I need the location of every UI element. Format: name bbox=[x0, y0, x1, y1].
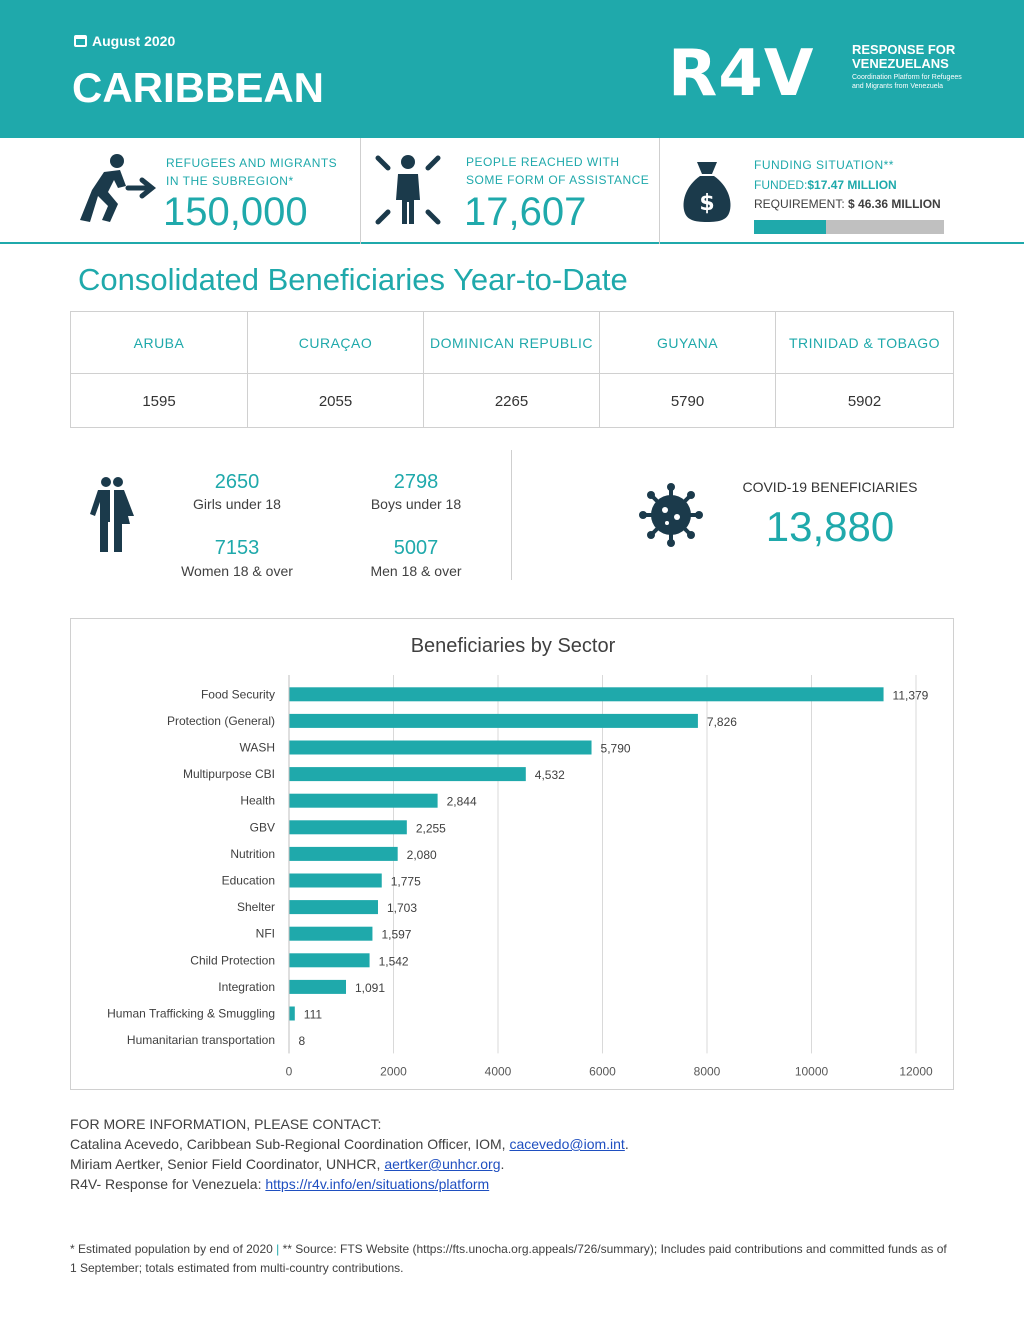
bar bbox=[289, 874, 382, 888]
requirement-label: REQUIREMENT: bbox=[754, 197, 845, 211]
category-label: GBV bbox=[249, 820, 275, 835]
requirement-value: $ 46.36 MILLION bbox=[848, 197, 941, 211]
data-label: 1,703 bbox=[386, 901, 418, 916]
email-link[interactable]: aertker@unhcr.org bbox=[384, 1156, 501, 1172]
x-tick-label: 6000 bbox=[589, 1064, 616, 1079]
category-label: Integration bbox=[218, 979, 275, 994]
footnote-separator: | bbox=[276, 1242, 280, 1256]
category-label: Shelter bbox=[236, 900, 275, 915]
money-bag-icon bbox=[682, 160, 732, 224]
category-label: Education bbox=[221, 873, 275, 888]
country-header: GUYANA bbox=[600, 312, 776, 374]
email-link[interactable]: cacevedo@iom.int bbox=[509, 1136, 625, 1152]
country-value: 2055 bbox=[248, 374, 424, 428]
country-header: TRINIDAD & TOBAGO bbox=[776, 312, 953, 374]
contact-text: R4V- Response for Venezuela: bbox=[70, 1176, 266, 1192]
category-label: Health bbox=[240, 793, 275, 808]
header-banner bbox=[0, 0, 1024, 138]
data-label: 11,379 bbox=[892, 688, 929, 703]
report-date-text: August 2020 bbox=[92, 33, 176, 49]
country-header: DOMINICAN REPUBLIC bbox=[424, 312, 600, 374]
requirement-line bbox=[754, 195, 941, 213]
category-label: Food Security bbox=[200, 687, 275, 702]
sector-chart-plot bbox=[71, 619, 955, 1091]
sector-chart bbox=[70, 618, 954, 1090]
bar bbox=[289, 794, 438, 808]
country-header: ARUBA bbox=[71, 312, 248, 374]
contact-end: . bbox=[500, 1156, 505, 1172]
bar bbox=[289, 980, 346, 994]
data-label: 5,790 bbox=[600, 741, 631, 756]
bar bbox=[289, 927, 372, 941]
boys-label: Boys under 18 bbox=[370, 496, 462, 512]
category-label: NFI bbox=[255, 926, 275, 941]
data-label: 2,255 bbox=[415, 821, 446, 836]
bar bbox=[289, 687, 884, 701]
bar bbox=[289, 1007, 295, 1021]
footnote-part2: ** Source: FTS Website (https://fts.unocha.org.appeals/726/summary); Includes paid contributions and committed funds as of 1 September; totals estimated from multi-country contributions. bbox=[70, 1242, 947, 1275]
stat-divider bbox=[659, 138, 660, 244]
calendar-icon bbox=[74, 35, 87, 47]
category-label: Humanitarian transportation bbox=[126, 1033, 275, 1048]
x-tick-label: 0 bbox=[285, 1064, 293, 1079]
logo-subtitle: Coordination Platform for Refugees and Migrants from Venezuela bbox=[852, 74, 962, 90]
logo-text bbox=[852, 43, 962, 91]
contact-end: . bbox=[624, 1136, 629, 1152]
reached-label: PEOPLE REACHED WITH SOME FORM OF ASSISTANCE bbox=[466, 155, 650, 187]
bar bbox=[289, 767, 526, 781]
data-label: 2,080 bbox=[406, 847, 437, 862]
category-label: WASH bbox=[239, 740, 275, 755]
svg-text:$: $ bbox=[699, 191, 715, 216]
stat-divider bbox=[360, 138, 361, 244]
contact-block bbox=[70, 1114, 970, 1194]
country-value: 1595 bbox=[71, 374, 248, 428]
girls-label: Girls under 18 bbox=[193, 496, 281, 512]
category-label: Protection (General) bbox=[166, 713, 275, 728]
x-tick-label: 4000 bbox=[484, 1064, 512, 1079]
country-value: 5790 bbox=[600, 374, 776, 428]
refugees-value: 150,000 bbox=[163, 190, 308, 234]
category-label: Child Protection bbox=[190, 953, 275, 968]
report-date bbox=[74, 33, 175, 49]
contact-line bbox=[70, 1174, 970, 1194]
data-label: 8 bbox=[298, 1034, 306, 1049]
data-label: 1,091 bbox=[355, 980, 386, 995]
bar bbox=[289, 820, 407, 834]
x-tick-label: 12000 bbox=[899, 1064, 933, 1079]
girls-value: 2650 bbox=[214, 471, 260, 493]
refugees-label: REFUGEES AND MIGRANTS IN THE SUBREGION* bbox=[166, 156, 338, 188]
boys-value: 2798 bbox=[393, 471, 439, 493]
section-title: Consolidated Beneficiaries Year-to-Date bbox=[78, 262, 628, 297]
bar bbox=[289, 741, 592, 755]
x-tick-label: 10000 bbox=[794, 1064, 829, 1079]
virus-icon bbox=[639, 483, 703, 547]
funding-progress-bar bbox=[754, 220, 944, 234]
men-label: Men 18 & over bbox=[370, 563, 462, 579]
funding-label: FUNDING SITUATION** bbox=[754, 158, 894, 172]
logo-title: RESPONSE FOR VENEZUELANS bbox=[852, 42, 956, 71]
contact-line bbox=[70, 1154, 970, 1174]
bar bbox=[289, 714, 698, 728]
r4v-logo: R4V bbox=[668, 37, 815, 111]
women-value: 7153 bbox=[214, 537, 260, 559]
data-label: 1,775 bbox=[390, 874, 421, 889]
bar bbox=[289, 847, 398, 861]
country-value: 5902 bbox=[847, 392, 882, 410]
data-label: 1,597 bbox=[381, 927, 412, 942]
country-table bbox=[70, 311, 954, 428]
page-title: CARIBBEAN bbox=[72, 64, 324, 111]
women-label: Women 18 & over bbox=[181, 563, 293, 579]
category-label: Human Trafficking & Smuggling bbox=[107, 1006, 275, 1021]
category-label: Nutrition bbox=[230, 846, 275, 861]
data-label: 7,826 bbox=[706, 714, 737, 729]
country-header: CURAÇAO bbox=[248, 312, 424, 374]
men-value: 5007 bbox=[393, 537, 439, 559]
contact-line bbox=[70, 1134, 970, 1154]
person-moving-icon bbox=[74, 152, 158, 226]
reached-value: 17,607 bbox=[464, 190, 587, 234]
funded-value: $17.47 MILLION bbox=[807, 178, 897, 192]
data-label: 111 bbox=[303, 1007, 323, 1022]
funded-line bbox=[754, 176, 897, 194]
category-label: Multipurpose CBI bbox=[182, 767, 275, 782]
x-tick-label: 8000 bbox=[693, 1064, 721, 1079]
section-divider bbox=[511, 450, 512, 580]
covid-label: COVID-19 BENEFICIARIES bbox=[742, 479, 918, 495]
bar bbox=[289, 953, 370, 967]
gender-icon bbox=[88, 476, 136, 554]
data-label: 4,532 bbox=[534, 768, 565, 783]
contact-text: Miriam Aertker, Senior Field Coordinator, UNHCR, bbox=[70, 1156, 385, 1172]
footnote bbox=[70, 1240, 950, 1278]
chart-title: Beneficiaries by Sector bbox=[410, 635, 616, 657]
funding-progress-fill bbox=[754, 220, 826, 234]
person-assisted-icon bbox=[372, 152, 444, 228]
x-tick-label: 2000 bbox=[380, 1064, 407, 1079]
data-label: 2,844 bbox=[446, 794, 477, 809]
key-stats bbox=[0, 138, 1024, 244]
website-link[interactable]: https://r4v.info/en/situations/platform bbox=[265, 1176, 490, 1192]
bar bbox=[289, 900, 378, 914]
data-label: 1,542 bbox=[378, 954, 409, 969]
contact-text: Catalina Acevedo, Caribbean Sub-Regional Coordination Officer, IOM, bbox=[70, 1136, 510, 1152]
covid-value: 13,880 bbox=[765, 503, 895, 550]
funded-label: FUNDED: bbox=[754, 178, 808, 192]
contact-heading: FOR MORE INFORMATION, PLEASE CONTACT: bbox=[70, 1116, 382, 1132]
footnote-part1: * Estimated population by end of 2020 bbox=[70, 1242, 273, 1256]
country-value: 2265 bbox=[424, 374, 600, 428]
